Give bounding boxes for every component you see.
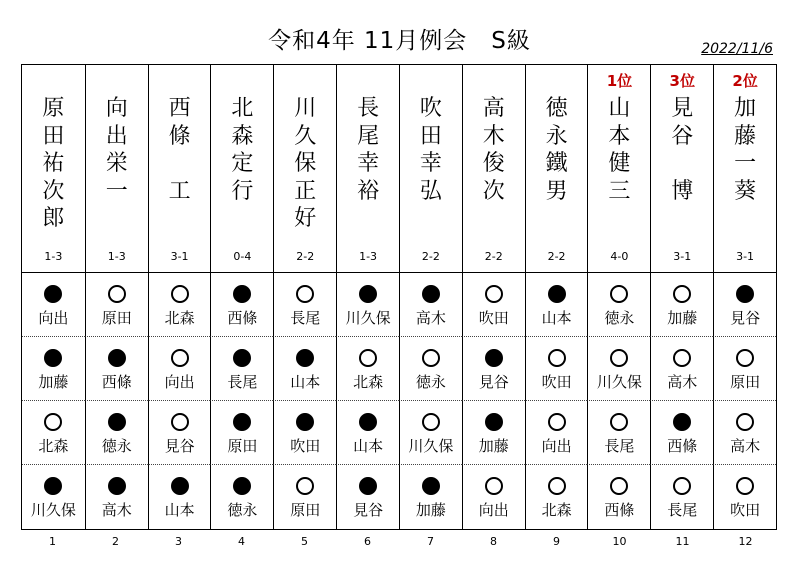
black-stone-icon <box>359 285 377 303</box>
opponent-name: 高木 <box>101 501 132 519</box>
player-name-char <box>651 150 713 178</box>
player-name-char: 西 <box>168 96 191 121</box>
rank-badge <box>463 70 525 88</box>
column-number: 5 <box>301 535 308 548</box>
column-number: 9 <box>553 535 560 548</box>
player-name-char: 高 <box>482 96 505 121</box>
player-header <box>713 65 776 273</box>
player-header <box>336 65 399 273</box>
column-number: 3 <box>175 535 182 548</box>
white-stone-icon <box>485 477 503 495</box>
result-cell <box>85 337 148 401</box>
player-name-char: 條 <box>168 123 191 149</box>
opponent-name: 高木 <box>730 437 761 455</box>
player-name-char: 男 <box>545 178 568 204</box>
player-name-char: 本 <box>608 123 631 149</box>
black-stone-icon <box>548 285 566 303</box>
win-loss-record: 1-3 <box>44 250 63 263</box>
result-cell <box>22 273 85 337</box>
win-loss-record: 2-2 <box>421 250 440 263</box>
result-cell <box>210 337 273 401</box>
result-cell <box>650 401 713 465</box>
player-name-char: 弘 <box>419 178 442 204</box>
black-stone-icon <box>44 349 62 367</box>
win-loss-record: 3-1 <box>170 250 189 263</box>
player-name-char: 徳 <box>545 96 568 121</box>
white-stone-icon <box>610 349 628 367</box>
opponent-name: 川久保 <box>408 437 454 455</box>
win-loss-record: 1-3 <box>107 250 126 263</box>
result-cell <box>210 465 273 529</box>
win-loss-record: 2-2 <box>484 250 503 263</box>
white-stone-icon <box>485 285 503 303</box>
opponent-name: 西條 <box>667 437 698 455</box>
win-loss-record: 3-1 <box>736 250 755 263</box>
win-loss-record: 3-1 <box>673 250 692 263</box>
result-cell <box>650 465 713 529</box>
player-name-char: 幸 <box>419 151 442 176</box>
result-cell <box>148 273 211 337</box>
black-stone-icon <box>359 477 377 495</box>
result-cell <box>399 465 462 529</box>
player-header <box>273 65 336 273</box>
player-name-char: 川 <box>294 96 317 121</box>
column-number: 6 <box>364 535 371 548</box>
player-header <box>22 65 85 273</box>
player-name-char: 幸 <box>357 151 380 176</box>
opponent-name: 西條 <box>101 373 132 391</box>
white-stone-icon <box>44 413 62 431</box>
win-loss-record: 0-4 <box>233 250 252 263</box>
column-number: 2 <box>112 535 119 548</box>
result-cell <box>210 273 273 337</box>
player-name-char: 定 <box>231 151 254 176</box>
player-name-char: 正 <box>294 178 317 204</box>
player-name <box>86 95 148 205</box>
player-name-char: 田 <box>419 123 442 149</box>
opponent-name: 川久保 <box>30 501 76 519</box>
column-number: 10 <box>612 535 627 548</box>
column-number: 8 <box>490 535 497 548</box>
player-name-char: 木 <box>482 123 505 149</box>
rank-badge: 2位 <box>732 72 758 90</box>
result-cell <box>650 337 713 401</box>
result-cell <box>462 337 525 401</box>
black-stone-icon <box>485 413 503 431</box>
black-stone-icon <box>44 285 62 303</box>
player-name-char: 葵 <box>734 178 757 204</box>
opponent-name: 山本 <box>290 373 321 391</box>
page-title: 令和4年 11月例会 S級 <box>268 28 531 54</box>
player-name-char: 向 <box>105 96 128 121</box>
rank-badge <box>400 70 462 88</box>
result-cell <box>148 465 211 529</box>
result-cell <box>22 337 85 401</box>
player-header <box>210 65 273 273</box>
opponent-name: 長尾 <box>227 373 258 391</box>
black-stone-icon <box>422 285 440 303</box>
opponent-name: 吹田 <box>730 501 761 519</box>
result-cell <box>22 465 85 529</box>
result-cell <box>273 273 336 337</box>
opponent-name: 山本 <box>353 437 384 455</box>
black-stone-icon <box>233 413 251 431</box>
player-name-char: 保 <box>294 151 317 176</box>
rank-badge: 3位 <box>669 72 695 90</box>
player-name <box>337 95 399 205</box>
result-cell <box>650 273 713 337</box>
player-name-char: 行 <box>231 178 254 204</box>
rank-badge <box>211 70 273 88</box>
player-name <box>211 95 273 205</box>
player-header <box>525 65 588 273</box>
player-name <box>274 95 336 233</box>
black-stone-icon <box>233 349 251 367</box>
player-name <box>22 95 85 233</box>
result-cell <box>713 337 776 401</box>
opponent-name: 吹田 <box>541 373 572 391</box>
result-cell <box>399 337 462 401</box>
player-header <box>462 65 525 273</box>
black-stone-icon <box>736 285 754 303</box>
opponent-name: 長尾 <box>290 309 321 327</box>
result-cell <box>587 273 650 337</box>
white-stone-icon <box>171 349 189 367</box>
result-cell <box>713 401 776 465</box>
result-cell <box>336 273 399 337</box>
result-cell <box>525 401 588 465</box>
white-stone-icon <box>108 285 126 303</box>
result-cell <box>399 401 462 465</box>
player-header <box>587 65 650 273</box>
black-stone-icon <box>296 349 314 367</box>
player-name-char: 工 <box>168 178 191 204</box>
opponent-name: 加藤 <box>415 501 446 519</box>
player-name-char: 藤 <box>734 123 757 149</box>
result-cell <box>148 337 211 401</box>
white-stone-icon <box>296 285 314 303</box>
opponent-name: 原田 <box>730 373 761 391</box>
win-loss-record: 2-2 <box>547 250 566 263</box>
player-header <box>399 65 462 273</box>
result-cell <box>85 401 148 465</box>
player-name-char: 北 <box>231 96 254 121</box>
player-name-char: 見 <box>671 96 694 121</box>
rank-badge <box>22 70 85 88</box>
player-name-char: 健 <box>608 151 631 176</box>
opponent-name: 向出 <box>164 373 195 391</box>
opponent-name: 見谷 <box>164 437 195 455</box>
opponent-name: 高木 <box>415 309 446 327</box>
player-name <box>588 95 650 205</box>
black-stone-icon <box>673 413 691 431</box>
player-name-char: 一 <box>105 178 128 204</box>
opponent-name: 原田 <box>101 309 132 327</box>
white-stone-icon <box>548 413 566 431</box>
black-stone-icon <box>485 349 503 367</box>
result-cell <box>713 465 776 529</box>
opponent-name: 見谷 <box>353 501 384 519</box>
player-name-char: 谷 <box>671 123 694 149</box>
column-number: 7 <box>427 535 434 548</box>
white-stone-icon <box>736 413 754 431</box>
opponent-name: 加藤 <box>478 437 509 455</box>
opponent-name: 高木 <box>667 373 698 391</box>
opponent-name: 山本 <box>541 309 572 327</box>
result-cell <box>525 337 588 401</box>
opponent-name: 長尾 <box>667 501 698 519</box>
player-name <box>400 95 462 205</box>
rank-badge <box>526 70 588 88</box>
result-cell <box>273 465 336 529</box>
player-name-char: 出 <box>105 123 128 149</box>
white-stone-icon <box>610 285 628 303</box>
player-name-char: 博 <box>671 178 694 204</box>
player-name-char: 山 <box>608 96 631 121</box>
player-name-char: 裕 <box>357 178 380 204</box>
player-name-char: 好 <box>294 206 317 231</box>
player-name <box>651 95 713 205</box>
player-name-char: 鐵 <box>545 151 568 176</box>
white-stone-icon <box>422 413 440 431</box>
opponent-name: 向出 <box>541 437 572 455</box>
column-number: 4 <box>238 535 245 548</box>
white-stone-icon <box>548 349 566 367</box>
rank-badge <box>149 70 211 88</box>
white-stone-icon <box>422 349 440 367</box>
opponent-name: 北森 <box>38 437 69 455</box>
black-stone-icon <box>108 349 126 367</box>
black-stone-icon <box>296 413 314 431</box>
win-loss-record: 1-3 <box>359 250 378 263</box>
result-cell <box>336 465 399 529</box>
result-cell <box>85 465 148 529</box>
opponent-name: 川久保 <box>345 309 391 327</box>
opponent-name: 徳永 <box>227 501 258 519</box>
column-number: 12 <box>738 535 753 548</box>
result-cell <box>587 465 650 529</box>
opponent-name: 北森 <box>164 309 195 327</box>
player-name-char: 田 <box>42 123 65 149</box>
player-name-char: 祐 <box>42 151 65 176</box>
result-cell <box>85 273 148 337</box>
black-stone-icon <box>108 477 126 495</box>
white-stone-icon <box>736 349 754 367</box>
player-name-char: 長 <box>357 96 380 121</box>
white-stone-icon <box>673 477 691 495</box>
white-stone-icon <box>736 477 754 495</box>
result-cell <box>336 337 399 401</box>
player-name <box>714 95 776 205</box>
player-name-char: 三 <box>608 178 631 204</box>
player-name <box>149 95 211 205</box>
black-stone-icon <box>44 477 62 495</box>
column-numbers <box>21 535 777 548</box>
opponent-name: 吹田 <box>478 309 509 327</box>
opponent-name: 原田 <box>290 501 321 519</box>
rank-badge <box>337 70 399 88</box>
player-name-char: 次 <box>482 178 505 204</box>
player-name-char <box>149 150 211 178</box>
black-stone-icon <box>108 413 126 431</box>
rank-badge: 1位 <box>606 72 633 90</box>
opponent-name: 北森 <box>353 373 384 391</box>
player-name-char: 一 <box>734 151 757 176</box>
black-stone-icon <box>359 413 377 431</box>
column-number: 11 <box>675 535 690 548</box>
result-cell <box>525 465 588 529</box>
opponent-name: 山本 <box>164 501 195 519</box>
opponent-name: 原田 <box>227 437 258 455</box>
black-stone-icon <box>233 477 251 495</box>
player-name-char: 森 <box>231 123 254 149</box>
white-stone-icon <box>673 285 691 303</box>
opponent-name: 加藤 <box>667 309 698 327</box>
player-header <box>85 65 148 273</box>
opponent-name: 長尾 <box>604 437 635 455</box>
result-cell <box>525 273 588 337</box>
opponent-name: 見谷 <box>730 309 761 327</box>
result-cell <box>336 401 399 465</box>
player-name <box>526 95 588 205</box>
player-name-char: 久 <box>294 123 317 149</box>
black-stone-icon <box>422 477 440 495</box>
player-name-char: 郎 <box>42 206 65 231</box>
opponent-name: 徳永 <box>604 309 635 327</box>
player-name-char: 栄 <box>105 151 128 176</box>
white-stone-icon <box>610 477 628 495</box>
result-cell <box>273 401 336 465</box>
player-name-char: 永 <box>545 123 568 149</box>
opponent-name: 加藤 <box>38 373 69 391</box>
result-cell <box>399 273 462 337</box>
rank-badge <box>274 70 336 88</box>
win-loss-record: 4-0 <box>610 250 629 263</box>
result-cell <box>210 401 273 465</box>
event-date: 2022/11/6 <box>701 41 773 57</box>
player-name <box>463 95 525 205</box>
opponent-name: 吹田 <box>290 437 321 455</box>
result-cell <box>587 401 650 465</box>
rank-badge <box>86 70 148 88</box>
white-stone-icon <box>610 413 628 431</box>
black-stone-icon <box>233 285 251 303</box>
white-stone-icon <box>171 285 189 303</box>
player-name-char: 次 <box>42 178 65 204</box>
results-table <box>21 64 777 530</box>
white-stone-icon <box>359 349 377 367</box>
player-name-char: 尾 <box>357 123 380 149</box>
opponent-name: 西條 <box>604 501 635 519</box>
opponent-name: 向出 <box>38 309 69 327</box>
player-name-char: 俊 <box>482 151 505 176</box>
opponent-name: 川久保 <box>596 373 642 391</box>
opponent-name: 西條 <box>227 309 258 327</box>
win-loss-record: 2-2 <box>296 250 315 263</box>
opponent-name: 向出 <box>478 501 509 519</box>
result-cell <box>273 337 336 401</box>
player-name-char: 加 <box>734 96 757 121</box>
result-cell <box>587 337 650 401</box>
result-cell <box>462 273 525 337</box>
result-cell <box>462 401 525 465</box>
white-stone-icon <box>673 349 691 367</box>
result-cell <box>148 401 211 465</box>
opponent-name: 北森 <box>541 501 572 519</box>
column-number: 1 <box>49 535 56 548</box>
player-name-char: 吹 <box>419 96 442 121</box>
black-stone-icon <box>171 477 189 495</box>
result-cell <box>713 273 776 337</box>
result-cell <box>462 465 525 529</box>
white-stone-icon <box>548 477 566 495</box>
opponent-name: 徳永 <box>101 437 132 455</box>
opponent-name: 見谷 <box>478 373 509 391</box>
opponent-name: 徳永 <box>415 373 446 391</box>
player-name-char: 原 <box>42 96 65 121</box>
player-header <box>148 65 211 273</box>
white-stone-icon <box>296 477 314 495</box>
result-cell <box>22 401 85 465</box>
white-stone-icon <box>171 413 189 431</box>
player-header <box>650 65 713 273</box>
